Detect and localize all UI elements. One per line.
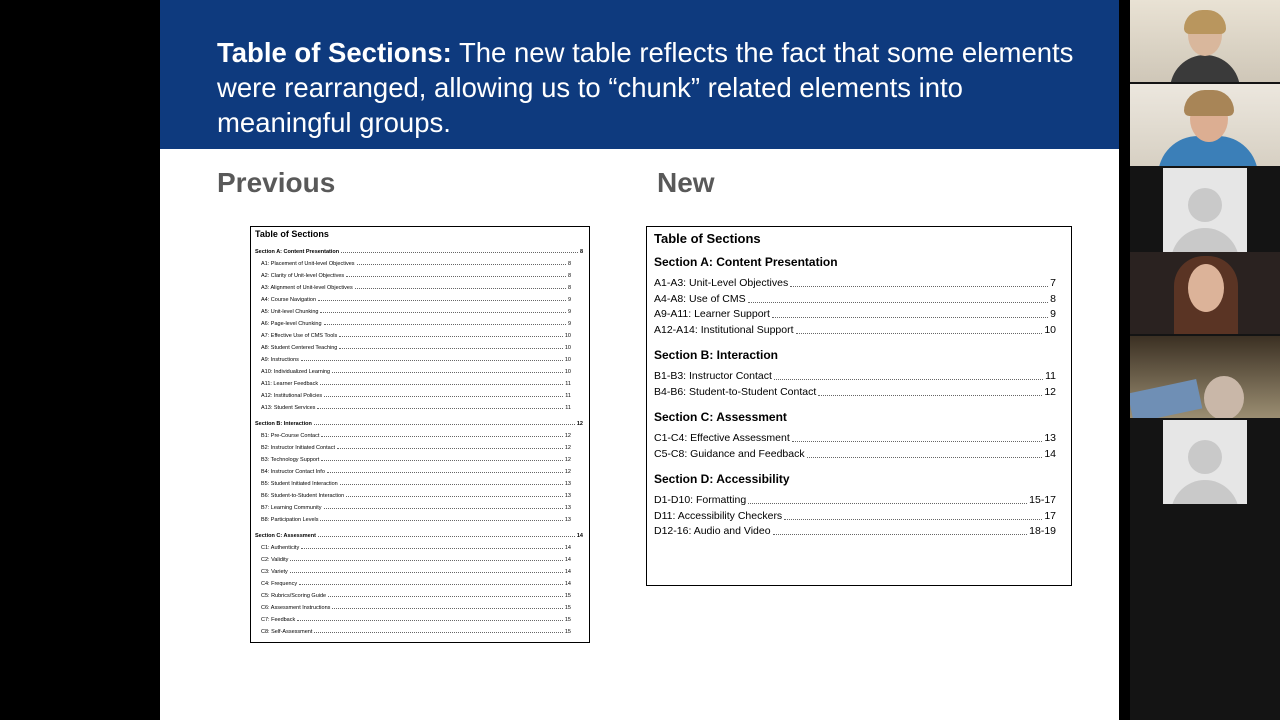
previous-toc-entry: [261, 345, 571, 351]
previous-toc-entry-label: C6: Assessment Instructions: [261, 605, 331, 611]
previous-toc-entry-label: B4: Instructor Contact Info: [261, 469, 325, 475]
new-heading: New: [657, 167, 715, 198]
new-toc-entry-page: 8: [1050, 292, 1056, 305]
avatar-head-icon: [1188, 440, 1222, 474]
dot-leader: [796, 332, 1043, 334]
presentation-slide: [160, 0, 1119, 720]
dot-leader: [792, 440, 1043, 442]
previous-heading: Previous: [217, 167, 336, 198]
participant-video-4[interactable]: [1130, 252, 1280, 334]
previous-toc-entry-label: C7: Feedback: [261, 617, 296, 623]
new-toc-entry-label: D11: Accessibility Checkers: [654, 509, 783, 522]
previous-toc-entry-label: C3: Variety: [261, 569, 288, 575]
new-toc-entry-label: A9-A11: Learner Support: [654, 308, 770, 320]
new-section-heading-label: Section C: Assessment: [654, 410, 787, 424]
avatar-body-icon: [1171, 480, 1239, 504]
dot-leader: [290, 571, 563, 573]
previous-toc-entry-page: 8: [567, 273, 571, 279]
previous-section-heading-label: Section A: Content Presentation: [255, 249, 340, 255]
dot-leader: [339, 347, 563, 349]
previous-toc-entry-page: 15: [564, 629, 571, 635]
previous-toc-entry: [261, 557, 571, 563]
previous-toc-entry-label: B6: Student-to-Student Interaction: [261, 493, 345, 499]
new-toc-entry-page: 13: [1044, 432, 1056, 444]
participant-face: [1204, 376, 1244, 418]
previous-toc-entry-page: 12: [564, 457, 571, 463]
new-toc-panel: [646, 226, 1072, 586]
previous-toc-entry-page: 12: [564, 469, 571, 475]
dot-leader: [318, 299, 566, 301]
previous-toc-entry: [261, 593, 571, 599]
new-toc-entry-page: 14: [1044, 447, 1056, 460]
previous-toc-entry-page: 14: [564, 569, 571, 575]
previous-toc-entry-label: A11: Learner Feedback: [261, 381, 319, 387]
previous-toc-entry-label: A1: Placement of Unit-level Objectives: [261, 261, 355, 267]
previous-toc-entry-page: 13: [564, 505, 571, 511]
previous-toc-entry-label: B3: Technology Support: [261, 457, 320, 463]
dot-leader: [318, 535, 575, 537]
previous-toc-entry: [261, 445, 571, 451]
dot-leader: [774, 378, 1043, 380]
previous-toc-entry-page: 10: [564, 369, 571, 375]
previous-toc-entry-label: B7: Learning Community: [261, 505, 322, 511]
previous-toc-entry-page: 14: [564, 545, 571, 551]
previous-toc-entry: [261, 405, 571, 411]
previous-toc-entry-page: 8: [567, 261, 571, 267]
dot-leader: [818, 394, 1042, 396]
avatar-body-icon: [1171, 228, 1239, 252]
title-banner: [160, 0, 1119, 149]
previous-toc-entry: [261, 381, 571, 387]
previous-toc-entry-label: A9: Instructions: [261, 357, 299, 363]
new-toc-entry-label: A4-A8: Use of CMS: [654, 292, 746, 305]
dot-leader: [327, 471, 563, 473]
previous-toc-entry: [261, 617, 571, 623]
new-toc-entry-label: B4-B6: Student-to-Student Contact: [654, 385, 817, 398]
previous-toc-entry: [261, 321, 571, 327]
previous-toc-entry-label: A5: Unit-level Chunking: [261, 309, 319, 315]
previous-toc-entry-page: 11: [565, 405, 571, 411]
previous-toc-entry: [261, 393, 571, 399]
dot-leader: [297, 619, 563, 621]
dot-leader: [317, 407, 563, 409]
new-toc-entry-label: D12-16: Audio and Video: [654, 525, 771, 537]
new-section-heading-label: Section B: Interaction: [654, 348, 779, 362]
dot-leader: [290, 559, 562, 561]
dot-leader: [337, 447, 563, 449]
new-toc-entry-label: B1-B3: Instructor Contact: [654, 370, 772, 382]
dot-leader: [773, 533, 1028, 535]
previous-toc-entry-label: C2: Validity: [261, 557, 289, 563]
previous-toc-entry-label: B2: Instructor Initiated Contact: [261, 445, 335, 451]
previous-toc-entry-page: 9: [567, 309, 571, 315]
dot-leader: [301, 547, 563, 549]
dot-leader: [790, 285, 1048, 287]
previous-toc-entry-page: 13: [564, 493, 571, 499]
previous-toc-entry-page: 9: [567, 297, 571, 303]
previous-section-heading: [255, 249, 583, 255]
previous-toc-entry-label: C1: Authenticity: [261, 545, 300, 551]
previous-toc-entry: [261, 545, 571, 551]
previous-toc-entry-page: 14: [564, 557, 571, 563]
dot-leader: [324, 323, 566, 325]
participant-video-panel: [1130, 0, 1280, 720]
new-toc-entry: [654, 448, 1056, 460]
dot-leader: [320, 519, 562, 521]
previous-toc-entry-page: 15: [564, 593, 571, 599]
previous-section-heading-page: 8: [579, 249, 583, 255]
dot-leader: [321, 459, 563, 461]
previous-toc-entry-label: A6: Page-level Chunking: [261, 321, 322, 327]
new-section-heading-label: Section D: Accessibility: [654, 472, 790, 486]
participant-video-5[interactable]: [1130, 336, 1280, 418]
previous-toc-entry: [261, 369, 571, 375]
dot-leader: [314, 423, 575, 425]
new-toc-entry: [654, 510, 1056, 522]
participant-video-1[interactable]: [1130, 0, 1280, 82]
new-toc-entry: [654, 432, 1056, 444]
previous-section-heading: [255, 533, 583, 539]
new-toc-entry-label: C5-C8: Guidance and Feedback: [654, 447, 805, 460]
avatar-head-icon: [1188, 188, 1222, 222]
previous-toc-entry: [261, 261, 571, 267]
previous-toc-entry: [261, 285, 571, 291]
previous-toc-entry-label: B1: Pre-Course Contact: [261, 433, 320, 439]
new-toc-entry-page: 9: [1050, 308, 1056, 320]
previous-toc-entry-label: A10: Individualized Learning: [261, 369, 331, 375]
dot-leader: [299, 583, 563, 585]
previous-toc-entry-page: 15: [564, 617, 571, 623]
dot-leader: [324, 507, 563, 509]
previous-toc-entry: [261, 333, 571, 339]
new-toc-entry: [654, 308, 1056, 320]
previous-toc-entry-page: 11: [565, 393, 571, 399]
dot-leader: [339, 335, 563, 337]
previous-section-heading-label: Section B: Interaction: [255, 421, 312, 427]
previous-toc-entry-page: 14: [564, 581, 571, 587]
participant-video-2[interactable]: [1130, 84, 1280, 166]
new-toc-entry-page: 10: [1044, 323, 1056, 336]
dot-leader: [314, 631, 563, 633]
previous-toc-entry-page: 13: [564, 481, 571, 487]
previous-toc-entry: [261, 309, 571, 315]
new-toc-entry-label: D1-D10: Formatting: [654, 494, 747, 506]
slide-title-rest: The new table reflects the fact that some elements were rearranged, allowing us to “chunk” related elements into meaningful groups.: [217, 37, 1074, 138]
dot-leader: [357, 263, 566, 265]
dot-leader: [332, 607, 562, 609]
previous-toc-entry: [261, 433, 571, 439]
new-section-heading-label: Section A: Content Presentation: [654, 255, 838, 269]
new-toc-entry-page: 17: [1044, 509, 1056, 522]
previous-toc-title: Table of Sections: [255, 229, 329, 239]
dot-leader: [346, 275, 566, 277]
previous-toc-entry-page: 12: [564, 433, 571, 439]
previous-toc-entry-label: A8: Student Centered Teaching: [261, 345, 338, 351]
dot-leader: [807, 456, 1043, 458]
new-toc-entry-page: 12: [1044, 385, 1056, 398]
previous-section-heading-page: 14: [576, 533, 583, 539]
dot-leader: [340, 483, 563, 485]
new-toc-entry: [654, 293, 1056, 305]
previous-toc-entry-page: 9: [567, 321, 571, 327]
new-toc-entry: [654, 494, 1056, 506]
previous-toc-entry-label: B8: Participation Levels: [261, 517, 319, 523]
dot-leader: [320, 311, 565, 313]
new-toc-entry: [654, 386, 1056, 398]
previous-toc-entry-page: 8: [567, 285, 571, 291]
previous-toc-entry-page: 13: [564, 517, 571, 523]
previous-toc-entry-label: A7: Effective Use of CMS Tools: [261, 333, 338, 339]
slide-title-bold: Table of Sections:: [217, 37, 452, 68]
slide-title: [217, 35, 1097, 140]
previous-toc-entry-page: 11: [565, 381, 571, 387]
previous-toc-entry-label: A4: Course Navigation: [261, 297, 317, 303]
previous-toc-entry: [261, 581, 571, 587]
new-section-heading: [654, 472, 790, 486]
previous-toc-entry-page: 10: [564, 345, 571, 351]
previous-section-heading-page: 12: [576, 421, 583, 427]
dot-leader: [748, 301, 1049, 303]
previous-toc-entry: [261, 605, 571, 611]
dot-leader: [328, 595, 563, 597]
new-section-heading: [654, 255, 838, 269]
previous-toc-entry-page: 15: [564, 605, 571, 611]
previous-toc-panel: [250, 226, 590, 643]
dot-leader: [772, 316, 1048, 318]
dot-leader: [784, 518, 1042, 520]
previous-toc-entry: [261, 493, 571, 499]
previous-toc-entry-label: C4: Frequency: [261, 581, 298, 587]
previous-toc-entry-label: A2: Clarity of Unit-level Objectives: [261, 273, 345, 279]
new-toc-entry-page: 15-17: [1029, 494, 1056, 506]
previous-toc-entry: [261, 273, 571, 279]
previous-toc-entry-label: C8: Self-Assessment: [261, 629, 313, 635]
previous-toc-entry-label: C5: Rubrics/Scoring Guide: [261, 593, 327, 599]
participant-video-3[interactable]: [1163, 168, 1247, 252]
participant-silhouette: [1170, 55, 1240, 82]
dot-leader: [341, 251, 578, 253]
previous-toc-entry-page: 10: [564, 357, 571, 363]
new-section-heading: [654, 410, 787, 424]
previous-toc-entry: [261, 469, 571, 475]
new-toc-entry-page: 7: [1050, 277, 1056, 289]
new-toc-entry-label: A1-A3: Unit-Level Objectives: [654, 277, 789, 289]
new-toc-entry-page: 18-19: [1029, 525, 1056, 537]
participant-video-6[interactable]: [1163, 420, 1247, 504]
dot-leader: [748, 502, 1027, 504]
dot-leader: [332, 371, 563, 373]
participant-face: [1188, 264, 1224, 312]
previous-toc-entry: [261, 481, 571, 487]
previous-toc-entry: [261, 297, 571, 303]
new-toc-entry: [654, 277, 1056, 289]
dot-leader: [321, 435, 562, 437]
dot-leader: [346, 495, 563, 497]
new-toc-entry-label: C1-C4: Effective Assessment: [654, 432, 790, 444]
previous-toc-entry: [261, 569, 571, 575]
dot-leader: [301, 359, 563, 361]
new-toc-entry: [654, 324, 1056, 336]
previous-toc-entry: [261, 629, 571, 635]
previous-toc-entry-label: A13: Student Services: [261, 405, 316, 411]
previous-toc-entry-page: 10: [564, 333, 571, 339]
previous-toc-entry: [261, 457, 571, 463]
dot-leader: [324, 395, 563, 397]
previous-toc-entry-label: B5: Student Initiated Interaction: [261, 481, 338, 487]
new-section-heading: [654, 348, 778, 362]
held-book: [1130, 379, 1202, 418]
new-toc-entry: [654, 370, 1056, 382]
previous-section-heading: [255, 421, 583, 427]
participant-hair: [1184, 10, 1226, 34]
previous-toc-entry-page: 12: [564, 445, 571, 451]
dot-leader: [355, 287, 566, 289]
previous-toc-entry: [261, 505, 571, 511]
previous-toc-entry: [261, 517, 571, 523]
dot-leader: [320, 383, 563, 385]
new-toc-title: Table of Sections: [654, 231, 761, 246]
participant-hair: [1184, 90, 1234, 116]
new-toc-entry: [654, 525, 1056, 537]
previous-toc-entry-label: A12: Institutional Policies: [261, 393, 323, 399]
new-toc-entry-page: 11: [1045, 370, 1056, 382]
previous-toc-entry-label: A3: Alignment of Unit-level Objectives: [261, 285, 353, 291]
previous-toc-entry: [261, 357, 571, 363]
new-toc-entry-label: A12-A14: Institutional Support: [654, 323, 794, 336]
previous-section-heading-label: Section C: Assessment: [255, 533, 316, 539]
